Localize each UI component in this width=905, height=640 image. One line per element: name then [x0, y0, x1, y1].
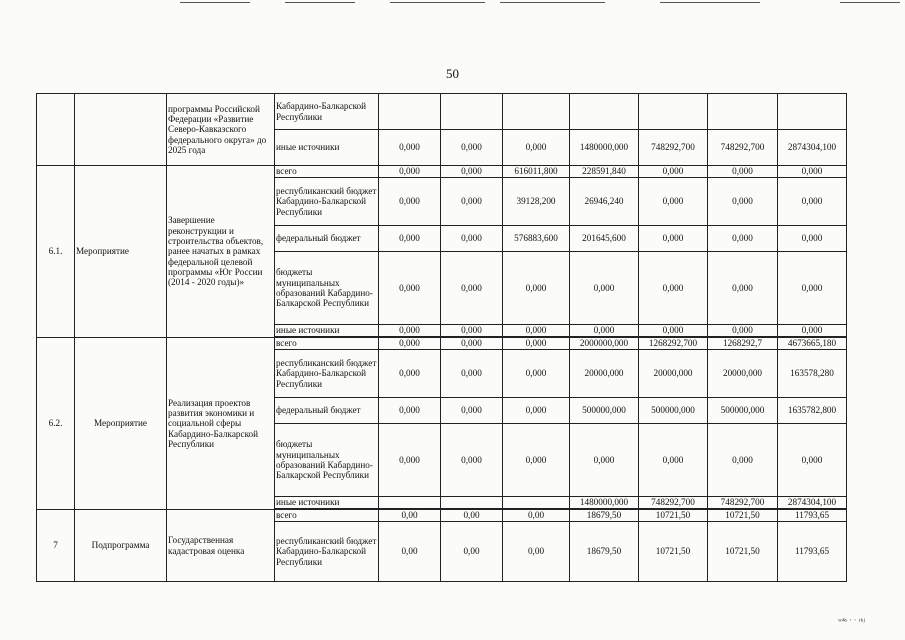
table-cell	[75, 94, 167, 166]
table-cell: 0,00	[379, 522, 441, 582]
table-cell: 0,000	[379, 424, 441, 497]
table-cell: Подпрограмма	[75, 510, 167, 582]
table-cell: 1480000,000	[570, 130, 639, 166]
table-cell: 0,000	[639, 178, 708, 226]
top-rule	[660, 2, 760, 3]
table-cell: 4673665,180	[778, 338, 847, 350]
table-cell: 0,000	[708, 166, 778, 178]
table-cell	[503, 497, 570, 509]
table-cell: 10721,50	[639, 522, 708, 582]
table-cell	[639, 94, 708, 130]
table-cell	[778, 94, 847, 130]
table-cell: иные источники	[275, 497, 379, 509]
table-cell: 0,000	[639, 424, 708, 497]
table-cell: 0,000	[379, 166, 441, 178]
table-cell: 0,000	[441, 398, 503, 424]
table-cell: 0,000	[379, 226, 441, 252]
table-cell: 0,000	[441, 130, 503, 166]
table-cell: 20000,000	[639, 350, 708, 398]
table-cell: 163578,280	[778, 350, 847, 398]
table-cell: 0,00	[503, 510, 570, 522]
top-rule	[390, 2, 485, 3]
table-cell: 10721,50	[708, 522, 778, 582]
table-cell: 0,000	[778, 178, 847, 226]
table-cell	[441, 94, 503, 130]
table-cell: 0,000	[503, 424, 570, 497]
table-cell: всего	[275, 166, 379, 178]
table-cell: 0,000	[778, 252, 847, 325]
table-cell: 0,000	[441, 226, 503, 252]
table-cell: 2874304,100	[778, 497, 847, 509]
table-cell: 11793,65	[778, 510, 847, 522]
table-cell	[570, 94, 639, 130]
table-cell: 0,00	[441, 510, 503, 522]
table-cell: 0,00	[441, 522, 503, 582]
footer-mark: ʷ⁴ˢ ˑ ˑ ʳᵏʲ	[838, 616, 865, 626]
page-number: 50	[446, 66, 459, 81]
table-cell: 0,000	[503, 130, 570, 166]
table-row	[37, 94, 847, 130]
table-cell: 18679,50	[570, 510, 639, 522]
table-cell: 576883,600	[503, 226, 570, 252]
table-cell: 0,000	[778, 325, 847, 337]
table-cell: всего	[275, 338, 379, 350]
table-cell: 0,000	[379, 252, 441, 325]
table-cell: 20000,000	[570, 350, 639, 398]
table-cell: 0,000	[379, 178, 441, 226]
table-cell: программы Российской Федерации «Развитие Северо-Кавказского федерального округа» до 2025 года	[167, 94, 275, 166]
table-cell: республиканский бюджет Кабардино-Балкарской Республики	[275, 350, 379, 398]
table-cell: 6.1.	[37, 166, 75, 338]
table-row	[37, 510, 847, 522]
table-cell: 39128,200	[503, 178, 570, 226]
table-cell: Мероприятие	[75, 338, 167, 510]
table-cell: 748292,700	[639, 130, 708, 166]
table-cell: 20000,000	[708, 350, 778, 398]
table-cell: 1480000,000	[570, 497, 639, 509]
table-cell: 0,000	[379, 398, 441, 424]
table-cell: 0,000	[639, 252, 708, 325]
table-cell: Мероприятие	[75, 166, 167, 338]
table-cell: 748292,700	[708, 130, 778, 166]
table-cell	[708, 94, 778, 130]
table-cell: 0,000	[503, 338, 570, 350]
table-cell: 0,000	[639, 166, 708, 178]
table-cell: 26946,240	[570, 178, 639, 226]
table-cell: 748292,700	[708, 497, 778, 509]
table-cell: иные источники	[275, 325, 379, 337]
table-cell: Завершение реконструкции и строительства объектов, ранее начатых в рамках федеральной целевой программы «Юг России (2014 - 2020 годы)»	[167, 166, 275, 338]
table-cell: 1635782,800	[778, 398, 847, 424]
table-cell: федеральный бюджет	[275, 398, 379, 424]
table-cell: 0,000	[441, 166, 503, 178]
table-cell: 0,000	[570, 325, 639, 337]
table-cell: 10721,50	[708, 510, 778, 522]
table-cell: 0,000	[379, 325, 441, 337]
table-cell: 0,000	[639, 325, 708, 337]
table-cell: 1268292,7	[708, 338, 778, 350]
table-cell: республиканский бюджет Кабардино-Балкарской Республики	[275, 178, 379, 226]
table-cell: 0,000	[708, 325, 778, 337]
table-cell: бюджеты муниципальных образований Кабардино-Балкарской Республики	[275, 252, 379, 325]
budget-table	[36, 93, 847, 582]
table-cell	[441, 497, 503, 509]
table-cell: Государственная кадастровая оценка	[167, 510, 275, 582]
table-cell: Кабардино-Балкарской Республики	[275, 94, 379, 130]
top-rule	[500, 2, 605, 3]
table-cell: 0,000	[441, 325, 503, 337]
top-rule	[180, 2, 250, 3]
table-row	[37, 338, 847, 350]
table-cell: 0,000	[441, 424, 503, 497]
table-cell: 0,000	[778, 166, 847, 178]
table-cell: 500000,000	[570, 398, 639, 424]
table-cell	[37, 94, 75, 166]
table-row	[37, 166, 847, 178]
table-cell: 2000000,000	[570, 338, 639, 350]
table-cell: 0,000	[778, 424, 847, 497]
table-cell: 0,000	[503, 325, 570, 337]
table-cell	[379, 94, 441, 130]
table-cell: 0,000	[708, 226, 778, 252]
table-cell: 500000,000	[639, 398, 708, 424]
table-cell: 0,00	[379, 510, 441, 522]
table-cell: республиканский бюджет Кабардино-Балкарской Республики	[275, 522, 379, 582]
table-cell: 0,000	[503, 350, 570, 398]
table-cell: 0,000	[503, 398, 570, 424]
table-cell: 0,000	[503, 252, 570, 325]
table-cell: 0,000	[441, 178, 503, 226]
table-cell: 11793,65	[778, 522, 847, 582]
table-cell: 0,000	[441, 252, 503, 325]
table-cell: 0,000	[379, 130, 441, 166]
table-cell: 0,000	[639, 226, 708, 252]
table-cell: 6.2.	[37, 338, 75, 510]
table-cell: 0,000	[441, 350, 503, 398]
table-cell: всего	[275, 510, 379, 522]
table-cell: 201645,600	[570, 226, 639, 252]
top-rule	[840, 2, 900, 3]
table-cell: 0,000	[778, 226, 847, 252]
table-cell: иные источники	[275, 130, 379, 166]
table-cell: 0,000	[379, 350, 441, 398]
table-cell: 500000,000	[708, 398, 778, 424]
table-cell: 2874304,100	[778, 130, 847, 166]
table-cell: 0,000	[379, 338, 441, 350]
table-cell: бюджеты муниципальных образований Кабардино-Балкарской Республики	[275, 424, 379, 497]
table-cell: 1268292,700	[639, 338, 708, 350]
table-cell: 0,000	[570, 424, 639, 497]
table-cell: 18679,50	[570, 522, 639, 582]
table-cell: 7	[37, 510, 75, 582]
table-cell: 748292,700	[639, 497, 708, 509]
table-cell: Реализация проектов развития экономики и социальной сферы Кабардино-Балкарской Республики	[167, 338, 275, 510]
table-cell: 0,000	[570, 252, 639, 325]
table-cell: 228591,840	[570, 166, 639, 178]
table-cell: 0,000	[708, 424, 778, 497]
table-cell: 0,00	[503, 522, 570, 582]
table-cell: 10721,50	[639, 510, 708, 522]
table-cell: федеральный бюджет	[275, 226, 379, 252]
table-cell	[379, 497, 441, 509]
top-rule	[285, 2, 355, 3]
table-cell: 0,000	[708, 178, 778, 226]
table-cell	[503, 94, 570, 130]
table-cell: 616011,800	[503, 166, 570, 178]
table-cell: 0,000	[708, 252, 778, 325]
table-cell: 0,000	[441, 338, 503, 350]
